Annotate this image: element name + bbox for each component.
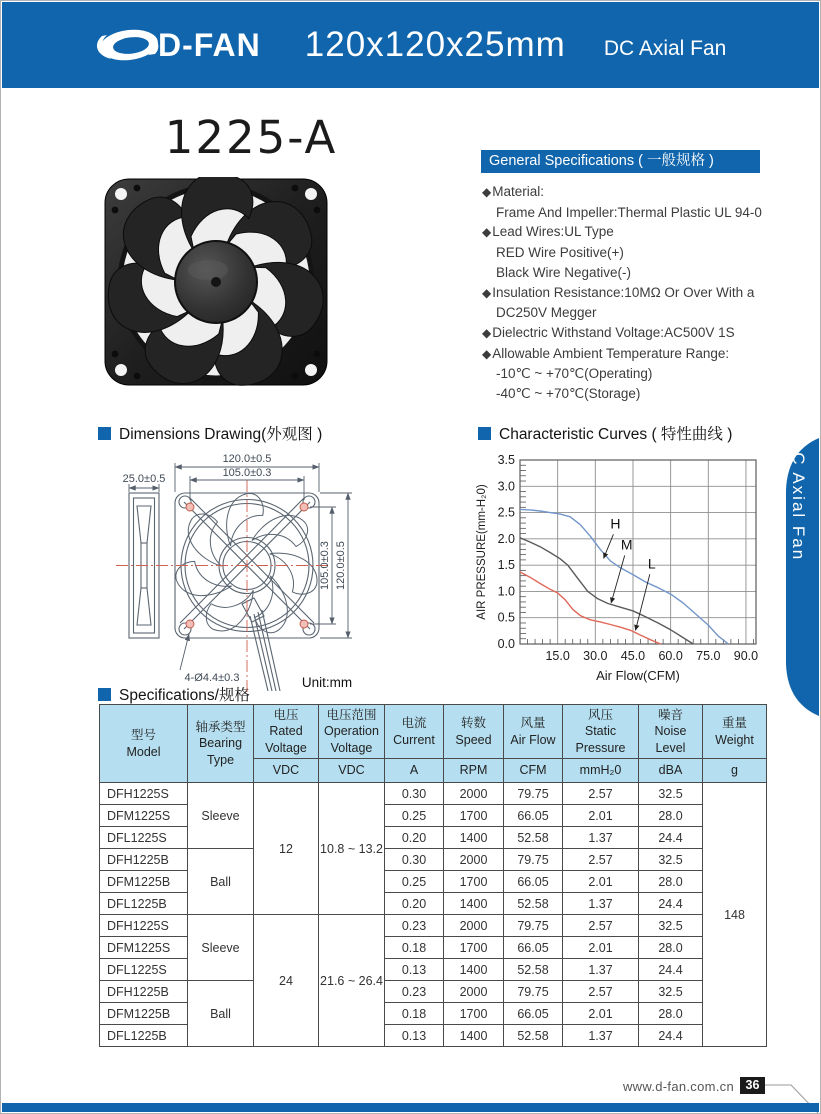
cell-airflow: 66.05	[504, 937, 563, 959]
cell-speed: 1700	[444, 937, 504, 959]
cell-pressure: 2.01	[563, 1003, 639, 1025]
x-tick-label: 15.0	[545, 649, 570, 663]
curve-label-M: M	[620, 536, 633, 553]
cell-pressure: 2.57	[563, 783, 639, 805]
cell-airflow: 79.75	[504, 783, 563, 805]
cell-pressure: 1.37	[563, 893, 639, 915]
cell-speed: 1700	[444, 805, 504, 827]
cell-current: 0.30	[385, 849, 444, 871]
cell-model: DFL1225B	[100, 893, 188, 915]
x-tick-label: 45.0	[620, 649, 646, 663]
cell-bearing-type: Ball	[188, 849, 254, 915]
curve-label-H: H	[610, 515, 621, 532]
cell-speed: 1700	[444, 1003, 504, 1025]
cell-current: 0.18	[385, 1003, 444, 1025]
cell-noise: 28.0	[639, 1003, 703, 1025]
cell-noise: 28.0	[639, 871, 703, 893]
spec-line: RED Wire Positive(+)	[496, 245, 624, 261]
header-banner	[2, 2, 819, 88]
fan-product-photo	[104, 177, 332, 389]
col-header-airflow: 风量 Air Flow	[504, 705, 563, 759]
cell-noise: 24.4	[639, 959, 703, 981]
curves-section-title: Characteristic Curves ( 特性曲线 )	[478, 422, 732, 444]
diamond-bullet-icon: ◆	[482, 346, 492, 361]
spec-line: -40℃ ~ +70℃(Storage)	[496, 386, 641, 402]
cell-current: 0.25	[385, 871, 444, 893]
dim-height-holes: 105.0±0.3	[319, 541, 331, 590]
cell-model: DFM1225B	[100, 871, 188, 893]
col-header-pressure: 风压 Static Pressure	[563, 705, 639, 759]
cell-operation-voltage: 21.6 ~ 26.4	[319, 915, 385, 1047]
unit-noise: dBA	[639, 759, 703, 783]
cell-bearing-type: Sleeve	[188, 783, 254, 849]
dim-width-holes: 105.0±0.3	[222, 467, 272, 479]
x-tick-label: 75.0	[696, 649, 721, 663]
cell-operation-voltage: 10.8 ~ 13.2	[319, 783, 385, 915]
unit-pressure: mmH₂0	[563, 759, 639, 783]
diamond-bullet-icon: ◆	[482, 325, 492, 340]
cell-airflow: 79.75	[504, 849, 563, 871]
cell-airflow: 79.75	[504, 915, 563, 937]
cell-airflow: 66.05	[504, 1003, 563, 1025]
cell-speed: 2000	[444, 915, 504, 937]
y-tick-label: 2.0	[497, 531, 515, 546]
cell-model: DFL1225S	[100, 959, 188, 981]
blue-square-bullet	[478, 427, 491, 440]
dim-depth: 25.0±0.5	[122, 473, 166, 485]
curve-label-L: L	[647, 555, 656, 572]
general-specs-header: General Specifications ( 一般规格 )	[481, 150, 760, 173]
cell-current: 0.18	[385, 937, 444, 959]
cell-pressure: 1.37	[563, 827, 639, 849]
cell-noise: 24.4	[639, 1025, 703, 1047]
unit-speed: RPM	[444, 759, 504, 783]
unit-current: A	[385, 759, 444, 783]
cell-airflow: 66.05	[504, 871, 563, 893]
y-tick-label: 3.0	[497, 479, 515, 494]
footer-website: www.d-fan.com.cn	[622, 1079, 734, 1094]
col-header-speed: 转数 Speed	[444, 705, 504, 759]
col-header-model: 型号 Model	[100, 705, 188, 783]
dimensions-section-title: Dimensions Drawing(外观图 )	[98, 422, 322, 444]
cell-speed: 2000	[444, 783, 504, 805]
cell-airflow: 66.05	[504, 805, 563, 827]
cell-speed: 1700	[444, 871, 504, 893]
brand-logo	[92, 24, 261, 66]
cell-model: DFM1225B	[100, 1003, 188, 1025]
cell-current: 0.13	[385, 959, 444, 981]
cell-model: DFH1225S	[100, 783, 188, 805]
y-tick-label: 1.5	[497, 558, 515, 573]
cell-pressure: 2.57	[563, 981, 639, 1003]
table-row	[100, 981, 767, 1003]
cell-noise: 32.5	[639, 849, 703, 871]
table-row	[100, 915, 767, 937]
cell-airflow: 52.58	[504, 1025, 563, 1047]
col-header-noise: 噪音 Noise Level	[639, 705, 703, 759]
model-title: 1225-A	[164, 111, 338, 164]
cell-noise: 32.5	[639, 915, 703, 937]
cell-speed: 2000	[444, 981, 504, 1003]
cell-airflow: 52.58	[504, 959, 563, 981]
cell-model: DFL1225S	[100, 827, 188, 849]
cell-current: 0.20	[385, 893, 444, 915]
cell-model: DFH1225B	[100, 849, 188, 871]
product-type: DC Axial Fan	[603, 37, 727, 60]
brand-name: D-FAN	[158, 26, 261, 63]
side-tab-label: DC Axial Fan	[789, 438, 808, 562]
cell-pressure: 1.37	[563, 959, 639, 981]
dim-unit: Unit:mm	[301, 675, 353, 690]
curve-H	[520, 509, 728, 644]
cell-model: DFH1225S	[100, 915, 188, 937]
col-header-weight: 重量 Weight	[703, 705, 767, 759]
y-tick-label: 0.0	[497, 637, 515, 651]
cell-bearing-type: Ball	[188, 981, 254, 1047]
footer-page-number: 36	[740, 1077, 765, 1094]
cell-airflow: 52.58	[504, 827, 563, 849]
general-specs-list	[482, 182, 802, 404]
unit-operation-voltage: VDC	[319, 759, 385, 783]
spec-line: ◆Lead Wires:UL Type	[482, 224, 614, 240]
dim-holes: 4-Ø4.4±0.3	[184, 672, 240, 684]
curve-L	[520, 572, 661, 644]
x-tick-label: 60.0	[658, 649, 683, 663]
cell-airflow: 52.58	[504, 893, 563, 915]
cell-pressure: 2.57	[563, 915, 639, 937]
cell-current: 0.30	[385, 783, 444, 805]
spec-line: ◆Insulation Resistance:10MΩ Or Over With a	[482, 284, 755, 300]
spec-line: ◆Material:	[482, 184, 544, 199]
cell-weight: 148	[703, 783, 767, 1047]
cell-speed: 1400	[444, 1025, 504, 1047]
spec-line: ◆Allowable Ambient Temperature Range:	[482, 345, 730, 361]
diamond-bullet-icon: ◆	[482, 225, 492, 240]
unit-rated-voltage: VDC	[254, 759, 319, 783]
cell-current: 0.13	[385, 1025, 444, 1047]
cell-current: 0.20	[385, 827, 444, 849]
cell-pressure: 2.57	[563, 849, 639, 871]
unit-weight: g	[703, 759, 767, 783]
col-header-operation-voltage: 电压范围 Operation Voltage	[319, 705, 385, 759]
cell-noise: 28.0	[639, 937, 703, 959]
curve-M	[520, 538, 693, 644]
col-header-bearing: 轴承类型 Bearing Type	[188, 705, 254, 783]
y-tick-label: 2.5	[497, 505, 515, 520]
cell-bearing-type: Sleeve	[188, 915, 254, 981]
specifications-table	[99, 704, 767, 1047]
x-tick-label: 30.0	[583, 649, 608, 663]
spec-line: ◆Dielectric Withstand Voltage:AC500V 1S	[482, 324, 735, 340]
spec-line: -10℃ ~ +70℃(Operating)	[496, 366, 653, 382]
product-size: 120x120x25mm	[304, 25, 566, 64]
cell-model: DFH1225B	[100, 981, 188, 1003]
cell-model: DFM1225S	[100, 937, 188, 959]
diamond-bullet-icon: ◆	[482, 185, 492, 199]
y-tick-label: 1.0	[497, 584, 515, 599]
cell-pressure: 2.01	[563, 871, 639, 893]
cell-noise: 28.0	[639, 805, 703, 827]
cell-current: 0.23	[385, 915, 444, 937]
diamond-bullet-icon: ◆	[482, 285, 492, 300]
x-tick-label: 90.0	[733, 649, 759, 663]
blue-square-bullet	[98, 427, 111, 440]
cell-pressure: 2.01	[563, 937, 639, 959]
col-header-rated-voltage: 电压 Rated Voltage	[254, 705, 319, 759]
cell-speed: 1400	[444, 827, 504, 849]
cell-current: 0.23	[385, 981, 444, 1003]
cell-rated-voltage: 12	[254, 783, 319, 915]
bottom-accent-bar	[2, 1103, 819, 1112]
table-row	[100, 783, 767, 805]
dim-height-outer: 120.0±0.5	[335, 541, 347, 590]
fan-swoosh-icon	[92, 24, 162, 66]
dimensions-drawing	[104, 448, 360, 701]
unit-airflow: CFM	[504, 759, 563, 783]
spec-table-section-title: Specifications/规格	[98, 683, 250, 705]
y-tick-label: 0.5	[497, 610, 515, 625]
cell-pressure: 1.37	[563, 1025, 639, 1047]
cell-noise: 32.5	[639, 783, 703, 805]
cell-noise: 32.5	[639, 981, 703, 1003]
x-axis-label: Air Flow(CFM)	[596, 668, 680, 683]
side-tab-dc-axial-fan	[773, 438, 819, 716]
cell-speed: 1400	[444, 893, 504, 915]
cell-rated-voltage: 24	[254, 915, 319, 1047]
cell-model: DFM1225S	[100, 805, 188, 827]
spec-line: Frame And Impeller:Thermal Plastic UL 94-0	[496, 204, 762, 220]
table-row	[100, 849, 767, 871]
spec-line: DC250V Megger	[496, 305, 597, 321]
cell-speed: 1400	[444, 959, 504, 981]
cell-noise: 24.4	[639, 893, 703, 915]
cell-pressure: 2.01	[563, 805, 639, 827]
spec-line: Black Wire Negative(-)	[496, 264, 632, 280]
y-axis-label: AIR PRESSURE(mm-H₂0)	[476, 484, 488, 620]
cell-current: 0.25	[385, 805, 444, 827]
y-tick-label: 3.5	[497, 453, 515, 467]
cell-speed: 2000	[444, 849, 504, 871]
characteristic-curves-chart	[474, 448, 766, 686]
cell-model: DFL1225B	[100, 1025, 188, 1047]
cell-noise: 24.4	[639, 827, 703, 849]
dim-width-outer: 120.0±0.5	[222, 453, 272, 465]
col-header-current: 电流 Current	[385, 705, 444, 759]
cell-airflow: 79.75	[504, 981, 563, 1003]
